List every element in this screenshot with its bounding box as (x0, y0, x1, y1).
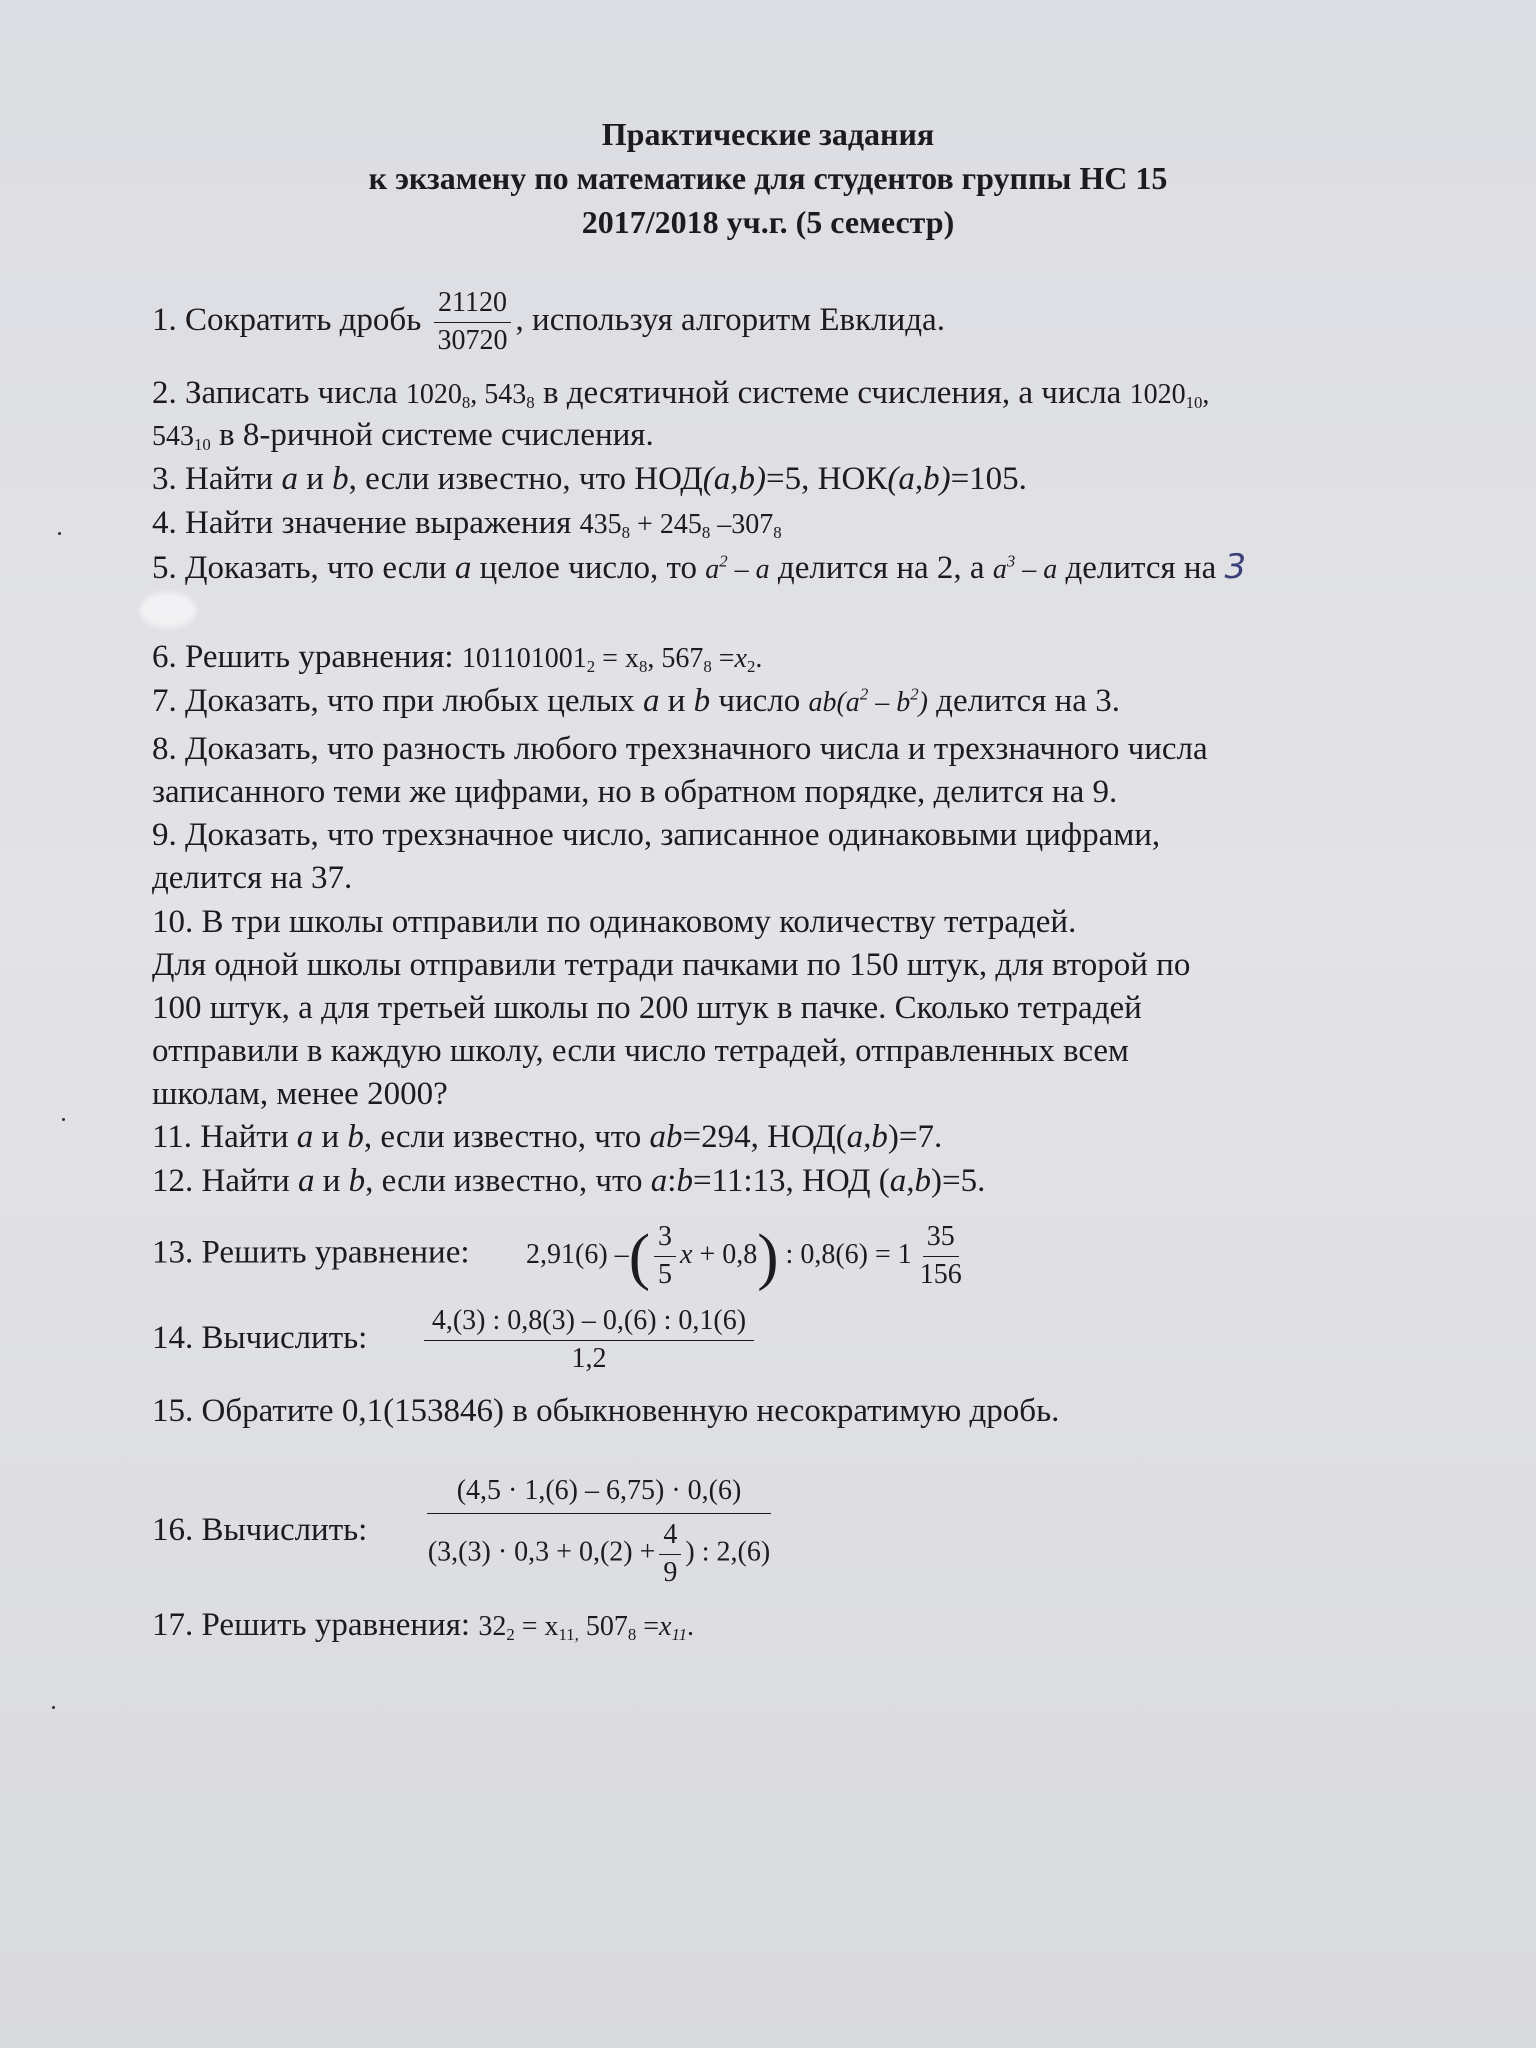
fraction-numerator: (4,5 · 1,(6) – 6,75) · 0,(6) (427, 1476, 772, 1514)
task-13-text: 13. Решить уравнение: (152, 1234, 470, 1271)
variable: a (705, 554, 720, 585)
number: 32 (478, 1611, 507, 1642)
task-8-line-2: записанного теми же цифрами, но в обратном порядке, делится на 9. (152, 774, 1118, 810)
number: 101101001 (461, 643, 587, 674)
task-5-text: 5. Доказать, что если (152, 550, 447, 586)
fraction-denominator: 30720 (437, 324, 508, 356)
number: 507 (585, 1611, 628, 1642)
conjunction: и (321, 1119, 340, 1155)
variable-b: b (347, 1119, 364, 1155)
operator: + (630, 509, 660, 540)
task-3-text-mid2: =5, НОК (766, 461, 888, 497)
product: ab (649, 1119, 683, 1155)
expression: ab(a (808, 687, 860, 718)
task-17 (152, 1604, 694, 1648)
task-7 (152, 680, 1120, 724)
equation: = x (595, 643, 639, 674)
variable-a: a (642, 683, 660, 719)
number: 307 (731, 509, 774, 540)
variable: x (734, 643, 747, 674)
args: (a,b) (887, 461, 951, 497)
paper-speck (52, 1706, 55, 1709)
task-3 (152, 458, 1027, 500)
smudge-mark (140, 592, 196, 628)
header-line-1: Практические задания (601, 116, 935, 152)
task-2-continued (152, 414, 654, 458)
base: 2 (506, 1625, 515, 1645)
number: 1020 (405, 379, 462, 410)
base: 8 (461, 393, 471, 413)
base: 8 (638, 657, 648, 677)
task-6 (152, 636, 762, 680)
number: 435 (579, 509, 622, 540)
number: 567 (661, 643, 704, 674)
task-9-line-2: делится на 37. (152, 860, 353, 896)
task-11-text-end: )=7. (887, 1119, 943, 1155)
paren-left: ( (628, 1220, 650, 1292)
task-16-fraction (424, 1476, 774, 1588)
expression: + 0,8 (692, 1238, 758, 1270)
task-13 (152, 1222, 970, 1291)
fraction-numerator: 3 (654, 1222, 676, 1257)
variable-x: x (680, 1238, 693, 1270)
task-11-text: 11. Найти (152, 1119, 289, 1155)
variable-a: a (296, 1119, 314, 1155)
task-10-line-3: 100 штук, а для третьей школы по 200 штук в пачке. Сколько тетрадей (152, 990, 1142, 1026)
variable-a: a (454, 550, 472, 586)
task-7-text: 7. Доказать, что при любых целых (152, 683, 635, 719)
expression: – b (868, 687, 911, 718)
expression: ) (918, 687, 928, 718)
task-16-text: 16. Вычислить: (152, 1511, 368, 1548)
base: 8 (526, 393, 535, 413)
task-2-text-end: в 8-ричной системе счисления. (219, 417, 654, 453)
conjunction: и (306, 461, 324, 497)
fraction (916, 1222, 966, 1291)
task-10-line-5: школам, менее 2000? (152, 1076, 448, 1112)
task-12-text-mid: , если известно, что (365, 1163, 643, 1199)
power: 2 (719, 551, 728, 571)
equation: = (711, 643, 735, 674)
base: 8 (773, 523, 782, 543)
variable-a: a (297, 1163, 315, 1199)
fraction-denominator (424, 1514, 774, 1589)
fraction-numerator: 4 (659, 1520, 681, 1555)
variable-b: b (693, 683, 711, 719)
variable-b: b (348, 1163, 366, 1199)
paper-speck (58, 532, 61, 535)
punctuation: . (687, 1611, 695, 1642)
task-6-text: 6. Решить уравнения: (152, 639, 454, 675)
base: 8 (627, 1625, 637, 1645)
base: 8 (621, 523, 631, 543)
fraction-numerator: 21120 (434, 288, 511, 323)
task-1-fraction (434, 288, 512, 357)
base: 11, (558, 1625, 579, 1645)
separator: , (470, 379, 478, 410)
fraction-numerator: 4,(3) : 0,8(3) – 0,(6) : 0,1(6) (424, 1306, 754, 1341)
fraction-denominator: 156 (919, 1258, 962, 1290)
variable-b: b (332, 461, 349, 497)
task-14-fraction (424, 1306, 754, 1375)
equation: = (636, 1611, 660, 1642)
paper-speck (62, 1118, 65, 1121)
inner-fraction (659, 1520, 681, 1589)
task-12-text: 12. Найти (152, 1163, 290, 1199)
variable: a (650, 1163, 668, 1199)
task-16 (152, 1476, 778, 1588)
variable-a: a (281, 461, 298, 497)
task-11-text-mid: , если известно, что (363, 1119, 642, 1155)
variable: a (1043, 554, 1058, 585)
task-5-text-mid: целое число, то (479, 550, 698, 586)
power: 2 (910, 684, 919, 704)
task-2 (152, 372, 1209, 416)
task-10-line-4: отправили в каждую школу, если число тетрадей, отправленных всем (152, 1033, 1129, 1069)
task-10-line-1: 10. В три школы отправили по одинаковому количеству тетрадей. (152, 904, 1077, 940)
separator: , (647, 643, 662, 674)
variable: x (659, 1611, 672, 1642)
task-9-line-1: 9. Доказать, что трехзначное число, записанное одинаковыми цифрами, (152, 817, 1161, 853)
base: 8 (701, 523, 711, 543)
base: 10 (194, 435, 211, 455)
task-2-text-mid: в десятичной системе счисления, а числа (542, 375, 1122, 411)
number: 245 (659, 509, 702, 540)
variable: a (755, 554, 770, 585)
task-12-text-end: )=5. (931, 1163, 986, 1199)
base: 2 (586, 657, 596, 677)
task-3-text-mid: , если известно, что НОД (348, 461, 703, 497)
task-5 (152, 546, 1246, 591)
header-line-2: к экзамену по математике для студентов группы НС 15 (368, 160, 1168, 196)
task-17-text: 17. Решить уравнения: (152, 1607, 471, 1643)
base: 2 (746, 657, 756, 677)
conjunction: и (667, 683, 686, 719)
operator: – (727, 554, 756, 585)
expression: 2,91(6) – (526, 1238, 629, 1270)
task-7-text-mid: число (718, 683, 801, 719)
fraction-denominator: 5 (658, 1258, 672, 1290)
handwritten-note: 3 (1224, 547, 1247, 587)
task-8-line-1: 8. Доказать, что разность любого трехзначного числа и трехзначного числа (152, 731, 1208, 767)
task-4 (152, 502, 782, 546)
task-1-text: 1. Сократить дробь (152, 301, 422, 338)
equation: = x (514, 1611, 559, 1642)
args: (a,b) (702, 461, 767, 497)
variable: a (992, 554, 1007, 585)
power: 2 (859, 684, 869, 704)
expression: (3,(3) · 0,3 + 0,(2) + (427, 1536, 656, 1568)
operator: – (1015, 554, 1044, 585)
power: 3 (1006, 551, 1016, 571)
task-14 (152, 1306, 758, 1375)
fraction-denominator: 9 (663, 1556, 678, 1588)
task-11 (152, 1116, 942, 1158)
expression: ) : 2,(6) (685, 1536, 771, 1568)
task-5-text-end: делится на (1065, 550, 1217, 586)
expression: : 0,8(6) = 1 (778, 1238, 912, 1270)
separator: , (1202, 379, 1210, 410)
base: 8 (703, 657, 712, 677)
punctuation: . (755, 643, 763, 674)
header-line-3: 2017/2018 уч.г. (5 семестр) (581, 204, 955, 240)
task-5-text-mid2: делится на 2, а (777, 550, 985, 586)
task-7-text-end: делится на 3. (936, 683, 1120, 719)
number: 543 (484, 379, 527, 410)
task-3-text-end: =105. (950, 461, 1027, 497)
operator: : (667, 1163, 677, 1199)
task-11-text-mid2: =294, НОД( (682, 1119, 847, 1155)
task-10-line-2: Для одной школы отправили тетради пачками по 150 штук, для второй по (152, 947, 1191, 983)
task-12-text-mid2: =11:13, НОД ( (692, 1163, 890, 1199)
fraction-numerator: 35 (923, 1222, 959, 1257)
task-1 (152, 288, 945, 357)
args: a,b (846, 1119, 888, 1155)
task-15: 15. Обратите 0,1(153846) в обыкновенную несократимую дробь. (152, 1393, 1060, 1429)
number: 1020 (1129, 379, 1186, 410)
fraction-denominator: 1,2 (571, 1342, 607, 1374)
fraction (654, 1222, 676, 1291)
base: 10 (1185, 393, 1203, 413)
task-14-text: 14. Вычислить: (152, 1319, 368, 1356)
base: 11 (671, 1625, 688, 1645)
operator: – (710, 509, 732, 540)
number: 543 (152, 421, 194, 452)
args: a,b (889, 1163, 932, 1199)
task-4-text: 4. Найти значение выражения (152, 505, 572, 541)
conjunction: и (322, 1163, 341, 1199)
paren-right: ) (757, 1220, 779, 1292)
task-3-text: 3. Найти (152, 461, 274, 497)
task-1-text-end: , используя алгоритм Евклида. (515, 301, 945, 338)
variable: b (676, 1163, 693, 1199)
task-12 (152, 1160, 985, 1202)
task-2-text: 2. Записать числа (152, 375, 398, 411)
